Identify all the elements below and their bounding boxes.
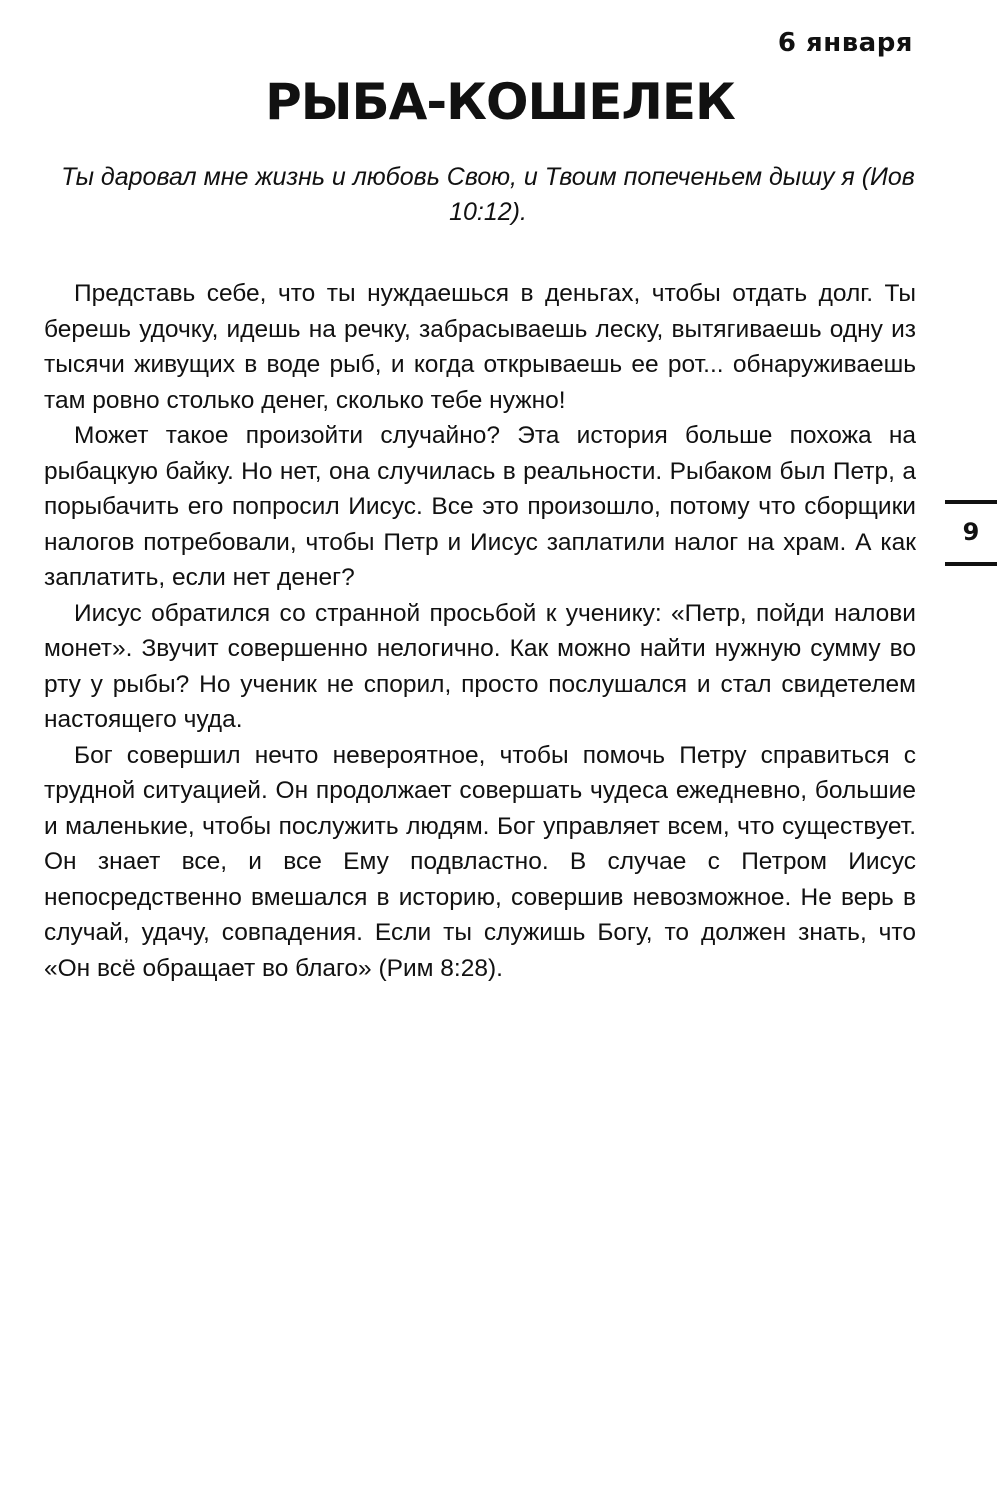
tab-rule-bottom [945,562,997,566]
page-title: РЫБА-КОШЕЛЕК [265,73,735,131]
paragraph-3: Иисус обратился со странной просьбой к ученику: «Петр, пойди налови монет». Звучит совершенно нелогично. Как можно найти нужную сумму во рту у рыбы? Но ученик не спорил, просто послушался и стал свидетелем настоящего чуда. [44,599,916,733]
tab-rule-top [945,500,997,504]
epigraph-quote: Ты даровал мне жизнь и любовь Свою, и Твоим попеченьем дышу я (Иов 10:12). [61,163,915,226]
paragraph-4: Бог совершил нечто невероятное, чтобы помочь Петру справиться с трудной ситуацией. Он продолжает совершать чудеса ежедневно, большие и маленькие, чтобы послужить людям. Бог управляет всем, что существует. Он знает все, и все Ему подвластно. В случае с Петром Иисус непосредственно вмешался в историю, совершив невозможное. Не верь в случай, удачу, совпадения. Если ты служишь Богу, то должен знать, что «Он всё обращает во благо» (Рим 8:28). [44,741,916,982]
page-number: 9 [962,518,980,546]
paragraph-2: Может такое произойти случайно? Эта история больше похожа на рыбацкую байку. Но нет, она случилась в реальности. Рыбаком был Петр, а порыбачить его попросил Иисус. Все это произошло, потому что сборщики налогов потребовали, чтобы Петр и Иисус заплатили налог на храм. А как заплатить, если нет денег? [44,422,916,591]
page-date: 6 января [777,28,913,58]
paragraph-1: Представь себе, что ты нуждаешься в деньгах, чтобы отдать долг. Ты берешь удочку, идешь на речку, забрасываешь леску, вытягиваешь одну из тысячи живущих в воде рыб, и когда открываешь ее рот... обнаруживаешь там ровно столько денег, сколько тебе нужно! [44,280,916,414]
page-number-tab [945,500,997,566]
body-text [44,276,916,986]
